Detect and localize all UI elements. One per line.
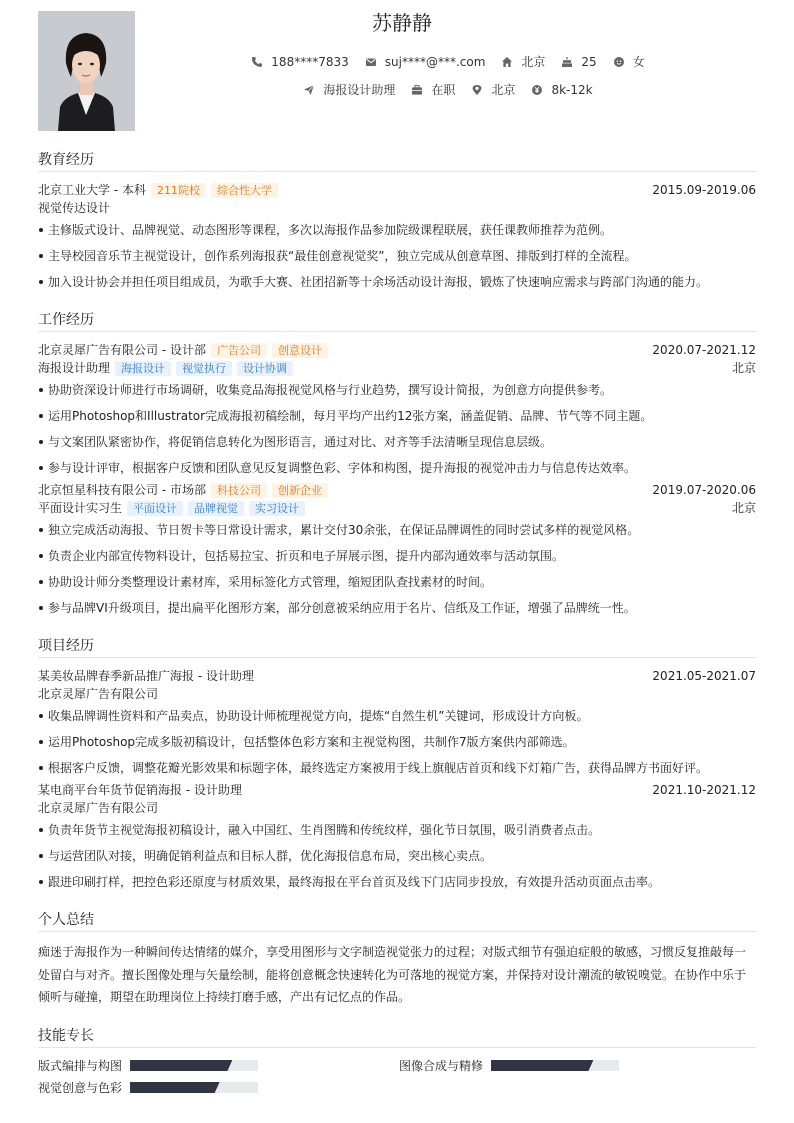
project-company: 北京灵犀广告有限公司 xyxy=(38,687,159,701)
work-location: 北京 xyxy=(731,501,756,515)
work-location: 北京 xyxy=(731,361,756,375)
list-item: 负责年货节主视觉海报初稿设计，融入中国红、生肖图腾和传统纹样，强化节日氛围，吸引消费者点击。 xyxy=(38,817,756,843)
role-tag: 实习设计 xyxy=(249,501,305,516)
list-item: 主修版式设计、品牌视觉、动态图形等课程，多次以海报作品参加院级课程联展，获任课教师推荐为范例。 xyxy=(38,217,756,243)
education-section xyxy=(38,150,756,295)
role-tag: 品牌视觉 xyxy=(188,501,244,516)
status-text: 在职 xyxy=(431,83,456,97)
skill-bar xyxy=(130,1082,258,1093)
project-date: 2021.10-2021.12 xyxy=(652,783,756,797)
company-tag: 创意设计 xyxy=(272,343,328,358)
section-title-summary: 个人总结 xyxy=(38,910,756,932)
work-section xyxy=(38,310,756,621)
list-item: 收集品牌调性资料和产品卖点，协助设计师梳理视觉方向，提炼“自然生机”关键词，形成设计方向板。 xyxy=(38,703,756,729)
job-target-info xyxy=(303,81,395,98)
phone-text: 188****7833 xyxy=(271,54,349,69)
send-icon xyxy=(303,84,315,96)
age-text: 25 xyxy=(581,54,597,69)
city-info xyxy=(501,53,545,70)
skill-bar-fill xyxy=(130,1082,220,1093)
list-item: 参与设计评审，根据客户反馈和团队意见反复调整色彩、字体和构图，提升海报的视觉冲击力与信息传达效率。 xyxy=(38,455,756,481)
project-entry xyxy=(38,781,756,895)
mail-icon xyxy=(365,56,377,68)
role-name: 海报设计助理 xyxy=(38,361,111,375)
skill-item xyxy=(399,1057,756,1075)
skills-section xyxy=(38,1026,756,1097)
education-entry-head xyxy=(38,181,756,199)
list-item: 加入设计协会并担任项目组成员，为歌手大赛、社团招新等十余场活动设计海报，锻炼了快速响应需求与跨部门沟通的能力。 xyxy=(38,269,756,295)
work-entry xyxy=(38,481,756,621)
resume-header xyxy=(38,10,756,131)
role-name: 平面设计实习生 xyxy=(38,501,123,515)
gender-text: 女 xyxy=(632,55,645,69)
project-entry xyxy=(38,667,756,781)
school-tag: 211院校 xyxy=(151,183,206,198)
role-tag: 视觉执行 xyxy=(176,361,232,376)
briefcase-icon xyxy=(411,84,423,96)
skill-bar-fill xyxy=(491,1060,593,1071)
job-intention-row xyxy=(38,81,756,98)
cake-icon xyxy=(561,56,573,68)
education-date: 2015.09-2019.06 xyxy=(652,183,756,197)
work-bullets xyxy=(38,377,756,481)
skill-bar xyxy=(130,1060,258,1071)
phone-icon xyxy=(251,56,263,68)
project-entry-head xyxy=(38,781,756,799)
education-bullets xyxy=(38,217,756,295)
list-item: 主导校园音乐节主视觉设计，创作系列海报获“最佳创意视觉奖”，独立完成从创意草图、排版到打样的全流程。 xyxy=(38,243,756,269)
salary-icon xyxy=(531,84,543,96)
skill-item xyxy=(38,1079,399,1097)
work-date: 2019.07-2020.06 xyxy=(652,483,756,497)
section-title-work: 工作经历 xyxy=(38,310,756,332)
summary-text: 痴迷于海报作为一种瞬间传达情绪的媒介，享受用图形与文字制造视觉张力的过程；对版式细节有强迫症般的敏感，习惯反复推敲每一处留白与对齐。擅长图像处理与矢量绘制，能将创意概念快速转化为可落地的视觉方案，并保持对设计潮流的敏锐嗅觉。在协作中乐于倾听与碰撞，期望在助理岗位上持续打磨手感，产出有记忆点的作品。 xyxy=(38,945,747,1004)
location-pin-icon xyxy=(471,84,483,96)
role-tag: 海报设计 xyxy=(115,361,171,376)
age-info xyxy=(561,55,596,69)
list-item: 运用Photoshop完成多版初稿设计，包括整体色彩方案和主视觉构图，共制作7版方案供内部筛选。 xyxy=(38,729,756,755)
gender-info xyxy=(613,53,645,70)
list-item: 参与品牌VI升级项目，提出扁平化图形方案，部分创意被采纳应用于名片、信纸及工作证，增强了品牌统一性。 xyxy=(38,595,756,621)
work-entry-head xyxy=(38,481,756,499)
projects-section xyxy=(38,636,756,895)
section-title-education: 教育经历 xyxy=(38,150,756,172)
skill-name: 视觉创意与色彩 xyxy=(38,1080,123,1095)
list-item: 与运营团队对接，明确促销利益点和目标人群，优化海报信息布局，突出核心卖点。 xyxy=(38,843,756,869)
salary-text: 8k-12k xyxy=(551,82,593,97)
work-date: 2020.07-2021.12 xyxy=(652,343,756,357)
section-title-skills: 技能专长 xyxy=(38,1026,756,1048)
project-bullets xyxy=(38,703,756,781)
list-item: 负责企业内部宣传物料设计，包括易拉宝、折页和电子屏展示图，提升内部沟通效率与活动氛围。 xyxy=(38,543,756,569)
skill-bar-fill xyxy=(130,1060,232,1071)
skills-grid xyxy=(38,1057,756,1097)
company-name: 北京灵犀广告有限公司 - 设计部 xyxy=(38,343,206,357)
gender-icon xyxy=(613,56,625,68)
list-item: 与文案团队紧密协作，将促销信息转化为图形语言，通过对比、对齐等手法清晰呈现信息层级。 xyxy=(38,429,756,455)
list-item: 运用Photoshop和Illustrator完成海报初稿绘制，每月平均产出约12张方案，涵盖促销、品牌、节气等不同主题。 xyxy=(38,403,756,429)
work-bullets xyxy=(38,517,756,621)
job-target-text: 海报设计助理 xyxy=(323,83,396,97)
email-info xyxy=(365,55,486,69)
list-item: 根据客户反馈，调整花瓣光影效果和标题字体，最终选定方案被用于线上旗舰店首页和线下灯箱广告，获得品牌方书面好评。 xyxy=(38,755,756,781)
company-name: 北京恒星科技有限公司 - 市场部 xyxy=(38,483,206,497)
list-item: 协助设计师分类整理设计素材库，采用标签化方式管理，缩短团队查找素材的时间。 xyxy=(38,569,756,595)
major-name: 视觉传达设计 xyxy=(38,201,111,215)
city-text: 北京 xyxy=(521,55,546,69)
list-item: 独立完成活动海报、节日贺卡等日常设计需求，累计交付30余张，在保证品牌调性的同时尝试多样的视觉风格。 xyxy=(38,517,756,543)
project-entry-head xyxy=(38,667,756,685)
school-name: 北京工业大学 - 本科 xyxy=(38,183,146,197)
company-tag: 广告公司 xyxy=(211,343,267,358)
home-icon xyxy=(501,56,513,68)
company-tag: 创新企业 xyxy=(272,483,328,498)
contact-row xyxy=(38,53,756,70)
phone-info xyxy=(251,55,348,69)
skill-item xyxy=(38,1057,399,1075)
summary-section xyxy=(38,910,756,1009)
project-date: 2021.05-2021.07 xyxy=(652,669,756,683)
email-text: suj****@***.com xyxy=(384,54,486,69)
skill-bar xyxy=(491,1060,619,1071)
status-info xyxy=(411,81,455,98)
project-name: 某电商平台年货节促销海报 - 设计助理 xyxy=(38,783,242,797)
target-city-info xyxy=(471,81,515,98)
work-role-row xyxy=(38,359,756,377)
role-tag: 平面设计 xyxy=(127,501,183,516)
work-entry xyxy=(38,341,756,481)
project-bullets xyxy=(38,817,756,895)
skill-name: 版式编排与构图 xyxy=(38,1058,123,1073)
company-tag: 科技公司 xyxy=(211,483,267,498)
section-title-projects: 项目经历 xyxy=(38,636,756,658)
candidate-name: 苏静静 xyxy=(372,11,432,35)
salary-info xyxy=(531,83,592,97)
target-city-text: 北京 xyxy=(491,83,516,97)
project-company: 北京灵犀广告有限公司 xyxy=(38,801,159,815)
list-item: 协助资深设计师进行市场调研，收集竞品海报视觉风格与行业趋势，撰写设计简报，为创意方向提供参考。 xyxy=(38,377,756,403)
role-tag: 设计协调 xyxy=(237,361,293,376)
work-role-row xyxy=(38,499,756,517)
work-entry-head xyxy=(38,341,756,359)
school-tag: 综合性大学 xyxy=(211,183,278,198)
project-name: 某美妆品牌春季新品推广海报 - 设计助理 xyxy=(38,669,254,683)
list-item: 跟进印刷打样，把控色彩还原度与材质效果，最终海报在平台首页及线下门店同步投放，有效提升活动页面点击率。 xyxy=(38,869,756,895)
skill-name: 图像合成与精修 xyxy=(399,1058,484,1073)
